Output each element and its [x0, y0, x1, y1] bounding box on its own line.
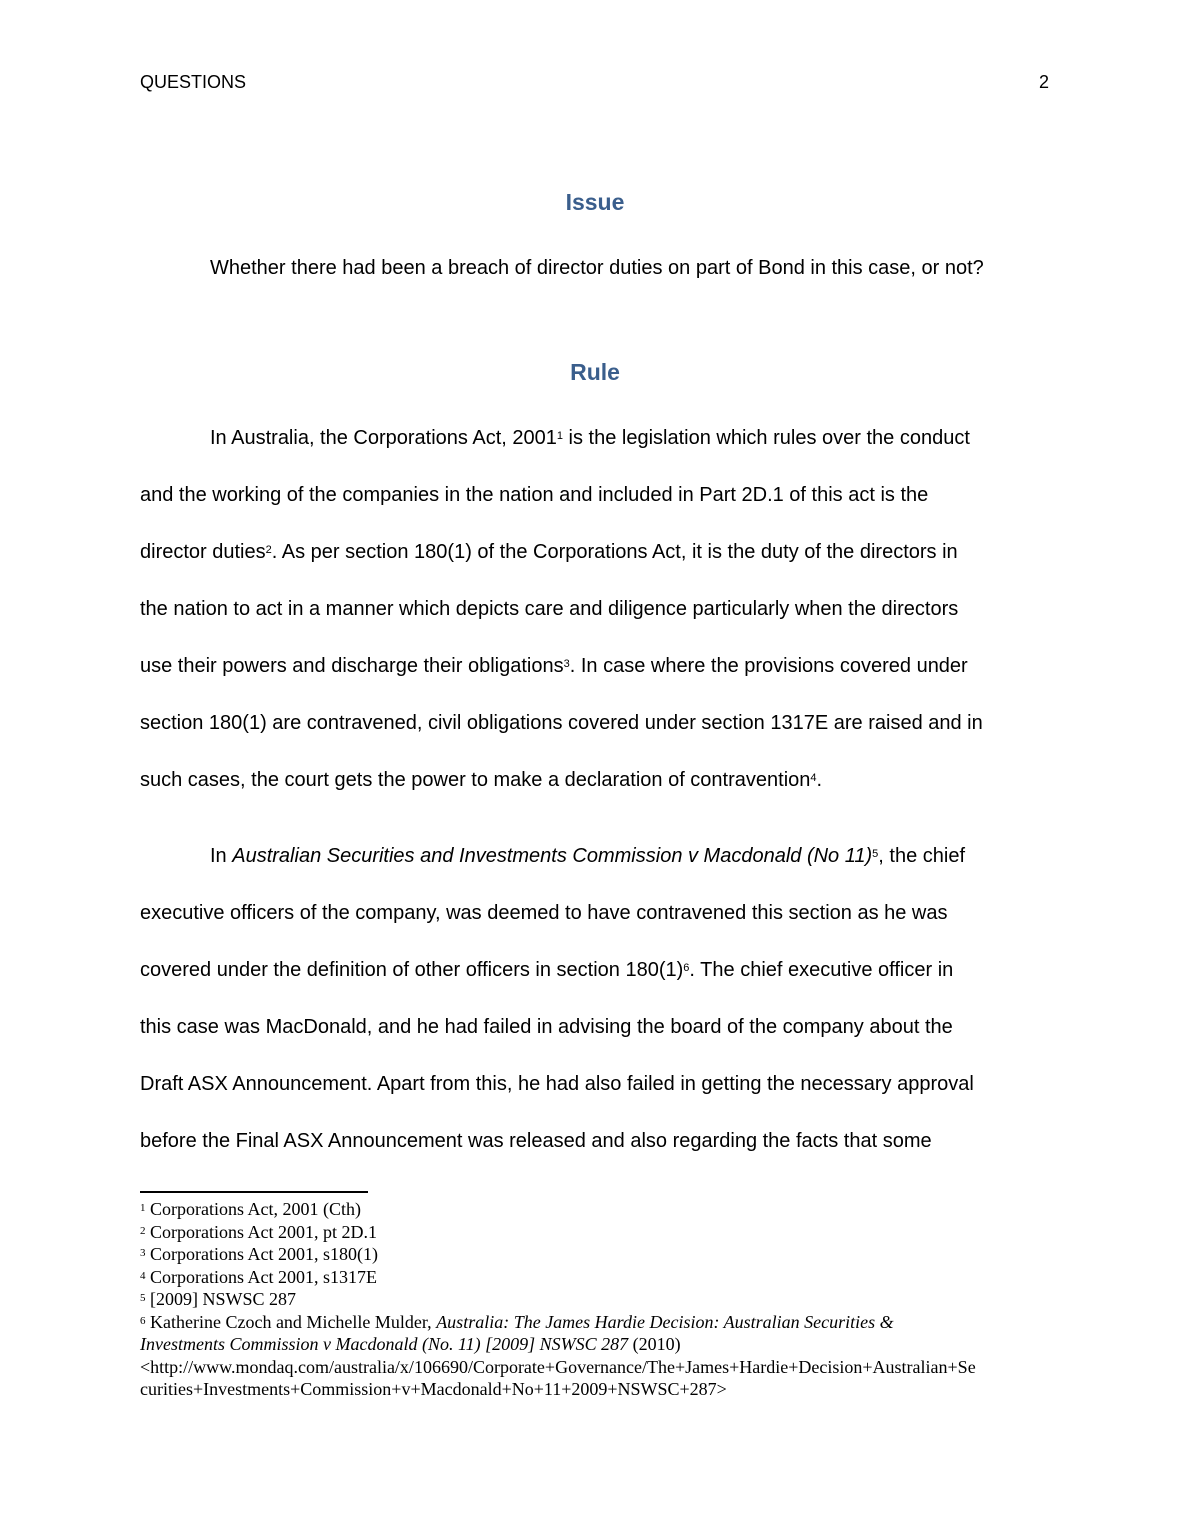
paragraph-line: executive officers of the company, was deemed to have contravened this section as he was: [140, 902, 948, 924]
paragraph-line: before the Final ASX Announcement was released and also regarding the facts that some: [140, 1130, 932, 1152]
rule-paragraph-2: [140, 843, 1050, 1185]
footnote-1: $^1$ Corporations Act, 2001 (Cth): [140, 1199, 361, 1219]
issue-paragraph: [140, 255, 1050, 312]
footnote-3: $^3$ Corporations Act 2001, s180(1): [140, 1244, 378, 1264]
footnote-ref-5[interactable]: 5: [872, 848, 879, 860]
paragraph-line: such cases, the court gets the power to make a declaration of contravention$^4$.: [140, 769, 823, 791]
footnote-ref-1[interactable]: 1: [556, 430, 563, 442]
footnote-6-cont: Investments Commission v Macdonald (No. 11) [2009] NSWSC 287 (2010): [140, 1334, 681, 1354]
paragraph-line: In Australia, the Corporations Act, 2001$^1$ is the legislation which rules over the conduct: [210, 427, 970, 449]
paragraph-line: director duties$^2$. As per section 180(1) of the Corporations Act, it is the duty of the directors in: [140, 541, 958, 563]
running-header-title: QUESTIONS: [140, 72, 247, 92]
footnote-separator: [140, 1191, 368, 1193]
case-name: Australian Securities and Investments Commission v Macdonald (No 11): [232, 845, 873, 867]
paragraph-line: the nation to act in a manner which depicts care and diligence particularly when the directors: [140, 598, 959, 620]
footnote-6-url[interactable]: <http://www.mondaq.com/australia/x/106690/Corporate+Governance/The+James+Hardie+Decision+Australian+Se: [140, 1356, 976, 1377]
paragraph-line: covered under the definition of other officers in section $180(1)^6$. The chief executive officer in: [140, 959, 954, 981]
rule-heading: Rule: [570, 359, 620, 385]
paragraph-line: In Australian Securities and Investments Commission v Macdonald (No 11)$^5$, the chief: [210, 845, 965, 867]
paragraph-line: this case was MacDonald, and he had failed in advising the board of the company about the: [140, 1016, 953, 1038]
footnote-ref-2[interactable]: 2: [265, 544, 272, 556]
footnote-ref-3[interactable]: 3: [563, 658, 570, 670]
issue-text: Whether there had been a breach of director duties on part of Bond in this case, or not?: [210, 257, 984, 279]
issue-heading: Issue: [565, 189, 625, 215]
footnote-ref-6[interactable]: 6: [683, 962, 690, 974]
footnote-6: $^6$ Katherine Czoch and Michelle Mulder, Australia: The James Hardie Decision: Australian Securities &: [140, 1311, 894, 1332]
page-number: 2: [1038, 72, 1049, 92]
footnote-2: $^2$ Corporations Act 2001, pt 2D.1: [140, 1221, 377, 1242]
paragraph-line: and the working of the companies in the nation and included in Part 2D.1 of this act is the: [140, 484, 929, 506]
footnote-4: $^4$ Corporations Act 2001, s1317E: [140, 1266, 377, 1287]
footnote-ref-4[interactable]: 4: [810, 772, 817, 784]
paragraph-line: Draft ASX Announcement. Apart from this, he had also failed in getting the necessary approval: [140, 1073, 974, 1095]
paragraph-line: use their powers and discharge their obligations$^3$. In case where the provisions covered under: [140, 655, 968, 677]
footnotes: [140, 1198, 1050, 1401]
paragraph-line: section 180(1) are contravened, civil obligations covered under section 1317E are raised and in: [140, 712, 983, 734]
footnote-5: $^5$ [2009] NSWSC 287: [140, 1289, 297, 1309]
footnote-6-url-cont[interactable]: curities+Investments+Commission+v+Macdonald+No+11+2009+NSWSC+287>: [140, 1379, 727, 1399]
rule-paragraph-1: [140, 425, 1050, 824]
